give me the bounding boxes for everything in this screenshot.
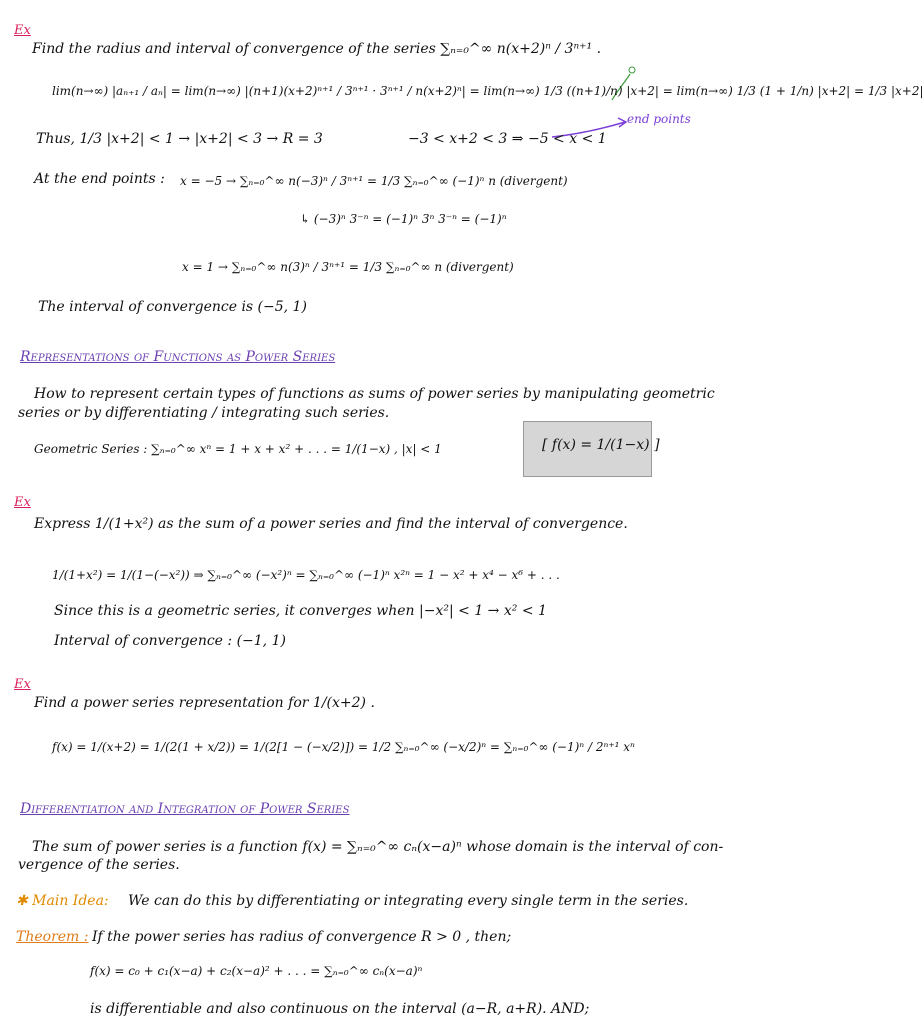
ex2-prompt: Express 1/(1+x²) as the sum of a power series and find the interval of convergence. (34, 516, 628, 532)
section1-intro-line2: series or by differentiating / integrating such series. (18, 405, 390, 421)
section2-line2: vergence of the series. (18, 857, 180, 873)
ex1-conclusion: The interval of convergence is (−5, 1) (38, 299, 307, 315)
geometric-function-box (523, 421, 660, 477)
main-idea-text: We can do this by differentiating or integrating every single term in the series. (128, 893, 689, 909)
endpoint-1: x = 1 → ∑ₙ₌₀^∞ n(3)ⁿ / 3ⁿ⁺¹ = 1/3 ∑ₙ₌₀^∞ n (divergent) (182, 260, 514, 274)
ex-label-1: Ex (14, 23, 31, 38)
end-points-annotation: end points (627, 112, 691, 126)
ex2-work: 1/(1+x²) = 1/(1−(−x²)) ⇒ ∑ₙ₌₀^∞ (−x²)ⁿ = ∑ₙ₌₀^∞ (−1)ⁿ x²ⁿ = 1 − x² + x⁴ − x⁶ + . . . (52, 568, 560, 582)
ex1-ratio-test: lim(n→∞) |aₙ₊₁ / aₙ| = lim(n→∞) |(n+1)(x+2)ⁿ⁺¹ / 3ⁿ⁺¹ · 3ⁿ⁺¹ / n(x+2)ⁿ| = lim(n→∞) 1/3 ((n+1)/n) |x+2| = lim(n→∞) 1/3 (1 + 1/n) |x+2| = 1/3 |x+2| (52, 84, 924, 98)
ex1-interval-inequality: −3 < x+2 < 3 ⇒ −5 < x < 1 (408, 131, 607, 147)
ex-label-2: Ex (14, 495, 31, 510)
ex-label-3: Ex (14, 677, 31, 692)
section1-intro-line1: How to represent certain types of functions as sums of power series by manipulating geometric (34, 386, 715, 402)
boxed-formula: [ f(x) = 1/(1−x) ] (542, 437, 660, 453)
endpoint-neg5: x = −5 → ∑ₙ₌₀^∞ n(−3)ⁿ / 3ⁿ⁺¹ = 1/3 ∑ₙ₌₀^∞ (−1)ⁿ n (divergent) (180, 174, 568, 188)
endpoint-label: At the end points : (34, 171, 165, 187)
main-idea-label: ✱ Main Idea: (16, 893, 109, 909)
ex2-since: Since this is a geometric series, it converges when |−x²| < 1 → x² < 1 (54, 603, 547, 619)
section-heading-differentiation: Differentiation and Integration of Power Series (20, 801, 350, 817)
theorem-closing: is differentiable and also continuous on the interval (a−R, a+R). AND; (90, 1001, 590, 1017)
geometric-series-formula: Geometric Series : ∑ₙ₌₀^∞ xⁿ = 1 + x + x² + . . . = 1/(1−x) , |x| < 1 (34, 442, 442, 456)
endpoint-note: ↳ (−3)ⁿ 3⁻ⁿ = (−1)ⁿ 3ⁿ 3⁻ⁿ = (−1)ⁿ (300, 212, 507, 226)
theorem-label: Theorem : (16, 929, 89, 945)
ex3-prompt: Find a power series representation for 1/(x+2) . (34, 695, 375, 711)
theorem-text: If the power series has radius of convergence R > 0 , then; (92, 929, 512, 945)
ex2-interval: Interval of convergence : (−1, 1) (54, 633, 286, 649)
section2-line1: The sum of power series is a function f(x) = ∑ₙ₌₀^∞ cₙ(x−a)ⁿ whose domain is the interval of con- (32, 839, 724, 855)
ex1-prompt: Find the radius and interval of convergence of the series ∑ₙ₌₀^∞ n(x+2)ⁿ / 3ⁿ⁺¹ . (32, 41, 602, 57)
ex3-work: f(x) = 1/(x+2) = 1/(2(1 + x/2)) = 1/(2[1 − (−x/2)]) = 1/2 ∑ₙ₌₀^∞ (−x/2)ⁿ = ∑ₙ₌₀^∞ (−1)ⁿ / 2ⁿ⁺¹ xⁿ (52, 740, 635, 754)
ex1-radius: Thus, 1/3 |x+2| < 1 → |x+2| < 3 → R = 3 (36, 131, 323, 147)
section-heading-representations: Representations of Functions as Power Series (20, 349, 336, 365)
power-series-expansion: f(x) = c₀ + c₁(x−a) + c₂(x−a)² + . . . = ∑ₙ₌₀^∞ cₙ(x−a)ⁿ (90, 964, 423, 978)
